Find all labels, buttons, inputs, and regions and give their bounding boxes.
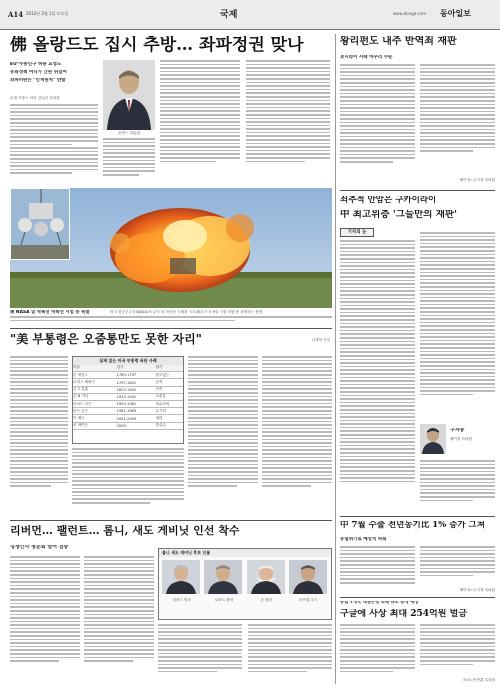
photo-caption-text: 미국 항공우주국(NASA)의 무인 달 착륙선 시제품 '모르페우스'가 9일 시험 비행 중 폭발하는 장면. — [110, 310, 264, 314]
table-header: 임기 — [117, 365, 156, 372]
china-export-byline: 베이징=고기정 특파원 — [459, 588, 495, 592]
reporter-figure — [420, 424, 446, 454]
reporter-role: 베이징 특파원 — [450, 437, 472, 441]
romney-body-col-3 — [158, 624, 242, 684]
table-cell: 1797-1801 — [117, 379, 156, 386]
lead-intro: 무대 프랑스 파리 김일선 특파원 — [10, 96, 60, 100]
portrait-photo — [103, 60, 155, 130]
table-row — [73, 415, 183, 422]
google-byline: 파리=이종훈 특파원 — [463, 678, 495, 682]
column-divider — [335, 34, 336, 684]
romney-cabinet-box — [158, 548, 332, 620]
table-cell: 딕 체니 — [73, 415, 117, 422]
right-mid-body-col-2 — [420, 232, 495, 420]
section-divider — [340, 597, 495, 598]
table-cell: 권력 — [155, 415, 183, 422]
romney-headline: 리버먼… 팰런트… 롬니, 새도 게비닛 인선 착수 — [10, 525, 240, 537]
right-top-lede: 보시라이 사태 마무리 수순 — [340, 55, 393, 60]
table-cell: 존 C 칼훈 — [73, 386, 117, 393]
lander-inset — [11, 189, 70, 260]
table-cell: 2009- — [117, 422, 156, 429]
table-cell: 린든 존슨 — [73, 408, 117, 415]
table-cell: 공직 — [155, 379, 183, 386]
table-header-row — [73, 365, 183, 372]
table-cell: 2001-2009 — [117, 415, 156, 422]
right-top-body-col-2 — [420, 64, 495, 176]
table-header: 평가 — [155, 365, 183, 372]
logo-url: www.donga.com — [393, 11, 427, 16]
section-divider — [340, 516, 495, 517]
reporter-name: 구자룡 — [450, 428, 465, 433]
cabinet-member-card — [289, 560, 328, 602]
table-cell: 1953-1961 — [117, 401, 156, 408]
table-row — [73, 372, 183, 379]
column-label-box — [340, 228, 374, 237]
table-row — [73, 379, 183, 386]
table-cell: 1961-1963 — [117, 408, 156, 415]
google-body-col-2 — [420, 624, 495, 676]
date-line: 2012년 2월 1일 토요일 — [26, 11, 69, 16]
right-mid-body-col-1 — [340, 240, 415, 516]
china-export-headline: 中 7월 수출 전년동기比 1% 증가 그쳐 — [340, 521, 485, 530]
table-cell: 허수아비 — [155, 401, 183, 408]
table-row — [73, 408, 183, 415]
table-cell: 존 N 가너 — [73, 393, 117, 400]
romney-body-col-2 — [84, 556, 154, 684]
person-name: 리처드 빙보 — [172, 597, 191, 602]
portrait-figure — [103, 60, 155, 130]
infobox-title: 실제 있는 미국 부통령 육단 사례 — [73, 357, 183, 365]
table-cell: 토머스 제퍼슨 — [73, 379, 117, 386]
right-top-headline: 왕리펀도 내주 반역죄 재판 — [340, 36, 457, 47]
right-top-byline: 베이징=고기정 특파원 — [459, 178, 495, 182]
cabinet-member-card — [204, 560, 243, 602]
lead-deck-line: 유화정책 어디가 간판 뒤집어 — [10, 70, 67, 76]
table-row — [73, 401, 183, 408]
lead-body-col-3 — [160, 60, 240, 184]
reporter-photo — [420, 424, 446, 454]
person-portrait — [204, 560, 242, 594]
romney-body-col-4 — [248, 624, 332, 684]
vp-body-col-2 — [72, 448, 184, 516]
right-top-body-col-1 — [340, 64, 415, 184]
photo-caption-lines — [10, 316, 332, 324]
lead-deck — [10, 62, 105, 84]
table-cell: 쓸모없는 — [155, 372, 183, 379]
vp-body-col-3 — [188, 356, 258, 516]
vp-infobox — [72, 356, 184, 444]
cabinet-member-card — [162, 560, 201, 602]
table-cell: 1789-1797 — [117, 372, 156, 379]
lead-headline: 佛 올랑드도 집시 추방… 좌파정권 맞나 — [10, 36, 304, 55]
table-cell: 리처드 닉슨 — [73, 401, 117, 408]
right-mid-headline-2: 中 최고위층 '그들만의 재판' — [340, 210, 458, 220]
cabinet-box-title: 롬니 새도 캐비닛 후보 인물 — [159, 549, 331, 557]
google-headline: 구글에 사상 최대 254억원 벌금 — [340, 609, 467, 619]
person-name: 로버트 졸릭 — [214, 597, 234, 602]
lead-deck-line: EU"수용인구 허용 요청도 — [10, 62, 62, 67]
table-cell: 사직 — [155, 386, 183, 393]
table-row — [73, 422, 183, 429]
china-export-deck: 유럽위기로 예상치 하회 — [340, 537, 387, 542]
newspaper-logo: 동아일보 — [440, 8, 471, 18]
masthead — [0, 0, 500, 30]
lead-body-col-2 — [103, 138, 155, 184]
section-divider — [340, 190, 495, 191]
table-cell: 말실수 — [155, 422, 183, 429]
column-label: 기자의 눈 — [347, 230, 367, 235]
china-export-body-col-1 — [340, 546, 415, 594]
table-cell: 1825-1832 — [117, 386, 156, 393]
google-body-col-1 — [340, 624, 415, 684]
infobox-table — [73, 365, 183, 430]
table-cell: 1933-1941 — [117, 393, 156, 400]
table-row — [73, 393, 183, 400]
vp-byline: 김재혁 기자 — [311, 338, 330, 342]
table-header: 이름 — [73, 365, 117, 372]
romney-body-col-1 — [10, 556, 80, 684]
lander-inset-photo — [10, 188, 70, 260]
person-name: 존 볼턴 — [260, 597, 272, 602]
vp-body-col-1 — [10, 356, 68, 516]
lead-deck-line: 좌파비판은 "인색원칙" 반발 — [10, 78, 66, 84]
table-cell: 존 애덤스 — [73, 372, 117, 379]
table-cell: 오줌통 — [155, 393, 183, 400]
lead-body-col-1 — [10, 104, 98, 184]
table-row — [73, 386, 183, 393]
romney-deck: 경쟁인사 청문회 열어 검증 — [10, 545, 69, 550]
vp-headline: "美 부통령은 오줌통만도 못한 자리" — [10, 333, 202, 346]
section-divider — [10, 520, 332, 521]
right-mid-headline-1: 쇠추적 안암은 구카이라이 — [340, 196, 437, 205]
person-portrait — [162, 560, 200, 594]
person-name: 마이클 우드 — [299, 597, 318, 602]
person-portrait — [289, 560, 327, 594]
table-cell: 조 바이든 — [73, 422, 117, 429]
vp-body-col-4 — [262, 356, 332, 516]
section-divider — [10, 328, 332, 329]
person-portrait — [247, 560, 285, 594]
page-number: A14 — [8, 10, 24, 19]
china-export-body-col-2 — [420, 546, 495, 586]
lead-body-col-4 — [246, 60, 330, 184]
google-kicker: 유럽 7개국 대형은행 피해 규모 공개 예정 — [340, 601, 419, 605]
table-cell: 무기력 — [155, 408, 183, 415]
photo-caption-title: 美 NASA 달 착륙선 착륙선 시험 중 폭발 — [10, 310, 90, 315]
cabinet-member-card — [247, 560, 286, 602]
right-mid-body-col-3 — [420, 460, 495, 512]
portrait-caption: 올랑드 대통령 — [118, 131, 140, 135]
section-label: 국제 — [220, 10, 238, 20]
